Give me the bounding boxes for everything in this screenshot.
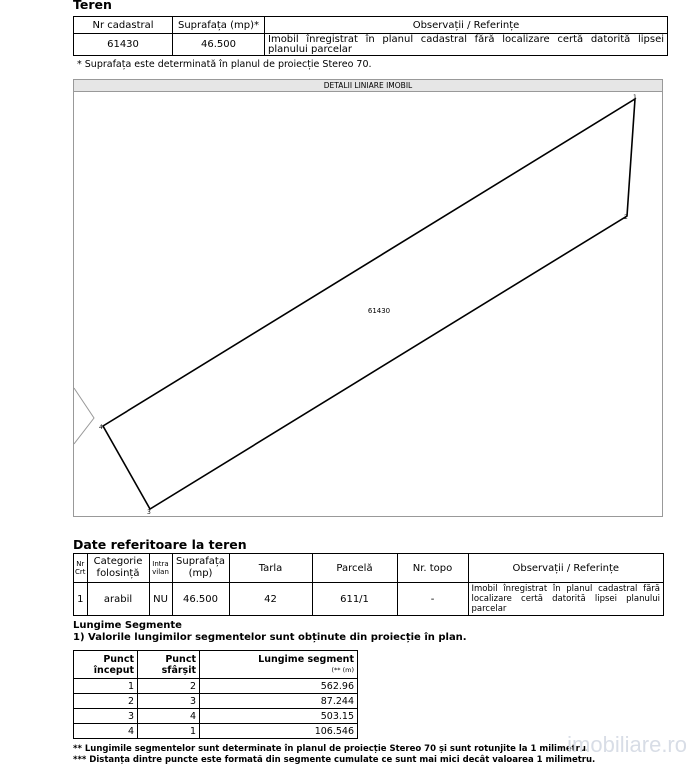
cell-suprafata: 46.500	[173, 34, 265, 56]
cell-punct-inceput: 3	[74, 709, 138, 724]
cell-punct-sfarsit: 1	[138, 724, 200, 739]
header-tarla: Tarla	[229, 554, 312, 583]
cell-nr-crt: 1	[74, 583, 88, 616]
parcel-drawing	[74, 92, 662, 517]
parcel-label: 61430	[367, 307, 391, 315]
teren-heading: Teren	[73, 0, 112, 12]
cell-lungime: 106.546	[200, 724, 358, 739]
segmente-heading: Lungime Segmente	[73, 620, 182, 631]
header-obs-ref: Observații / Referințe	[468, 554, 663, 583]
point-label-3: 3	[147, 509, 151, 516]
header-nr: Nr	[76, 560, 85, 568]
table-row	[74, 709, 358, 724]
cell-parcela: 611/1	[312, 583, 397, 616]
header-suprafata-mp: Suprafața (mp)	[172, 554, 229, 583]
cell-suprafata-mp: 46.500	[172, 583, 229, 616]
header-unit: (** (m)	[331, 665, 354, 674]
cell-observatii: Imobil înregistrat în planul cadastral fără localizare certă datorită lipsei planului parcelar	[265, 34, 668, 56]
cell-punct-inceput: 1	[74, 679, 138, 694]
point-label-1: 1	[633, 94, 637, 101]
cell-punct-sfarsit: 3	[138, 694, 200, 709]
plan-title: DETALII LINIARE IMOBIL	[74, 80, 662, 92]
date-teren-table	[73, 553, 664, 616]
parcel-outline	[103, 99, 635, 509]
table-row	[74, 679, 358, 694]
table-row	[74, 724, 358, 739]
cell-nr-topo: -	[397, 583, 468, 616]
header-observatii: Observații / Referințe	[265, 17, 668, 34]
header-punct-inceput: Punct început	[74, 651, 138, 679]
cell-intravilan: NU	[149, 583, 172, 616]
table-row	[74, 694, 358, 709]
plan-frame	[73, 79, 663, 517]
header-nr-cadastral: Nr cadastral	[74, 17, 173, 34]
header-categorie: Categorie folosință	[87, 554, 149, 583]
point-label-2: 2	[624, 214, 628, 221]
cell-punct-inceput: 2	[74, 694, 138, 709]
date-teren-heading: Date referitoare la teren	[73, 537, 247, 552]
watermark: imobiliare.ro	[567, 732, 687, 757]
cell-obs-ref: Imobil înregistrat în planul cadastral fără localizare certă datorită lipsei planului parcelar	[468, 583, 663, 616]
neighbor-outline	[74, 388, 94, 444]
teren-table	[73, 16, 668, 56]
header-vilan: vilan	[152, 568, 169, 576]
header-parcela: Parcelă	[312, 554, 397, 583]
cell-lungime: 87.244	[200, 694, 358, 709]
header-intra: Intra	[152, 560, 169, 568]
point-label-4: 4	[99, 424, 103, 431]
cell-punct-sfarsit: 2	[138, 679, 200, 694]
teren-note: * Suprafața este determinată în planul de proiecție Stereo 70.	[77, 59, 372, 70]
header-punct-sfarsit: Punct sfârșit	[138, 651, 200, 679]
cell-punct-sfarsit: 4	[138, 709, 200, 724]
cell-categorie: arabil	[87, 583, 149, 616]
segmente-subheading: 1) Valorile lungimilor segmentelor sunt obținute din proiecție în plan.	[73, 632, 467, 643]
cell-lungime: 503.15	[200, 709, 358, 724]
cell-punct-inceput: 4	[74, 724, 138, 739]
segmente-note-1: ** Lungimile segmentelor sunt determinate în planul de proiecție Stereo 70 și sunt rotunjite la 1 milimetru.	[73, 744, 590, 754]
cell-tarla: 42	[229, 583, 312, 616]
segmente-note-2: *** Distanța dintre puncte este formată din segmente cumulate ce sunt mai mici decât valoarea 1 milimetru.	[73, 755, 596, 765]
header-lungime-segment: Lungime segment	[258, 653, 354, 665]
header-nr-topo: Nr. topo	[397, 554, 468, 583]
cell-nr-cadastral: 61430	[74, 34, 173, 56]
header-suprafata: Suprafața (mp)*	[173, 17, 265, 34]
segmente-table	[73, 650, 358, 739]
header-crt: Crt	[75, 568, 86, 576]
cell-lungime: 562.96	[200, 679, 358, 694]
